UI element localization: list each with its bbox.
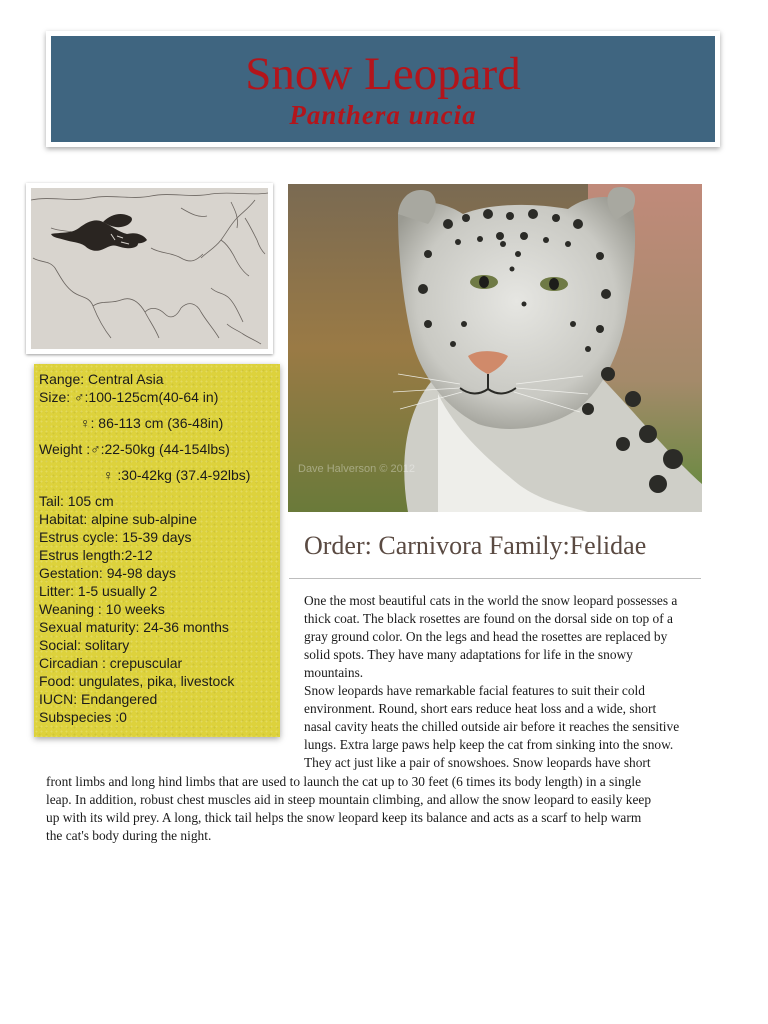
fact-habitat: Habitat: alpine sub-alpine [39, 511, 197, 527]
divider [289, 578, 701, 579]
fact-iucn: IUCN: Endangered [39, 691, 158, 707]
body-line: They act just like a pair of snowshoes. Snow leopards have short [304, 755, 651, 770]
body-line: environment. Round, short ears reduce heat loss and a wide, short [304, 701, 657, 716]
fact-estrus-length: Estrus length:2-12 [39, 547, 153, 563]
title-banner-inner [51, 36, 715, 142]
fact-weaning: Weaning : 10 weeks [39, 601, 165, 617]
fact-weight-male: Weight :♂:22-50kg (44-154lbs) [39, 441, 230, 457]
order-family-heading: Order: Carnivora Family:Felidae [304, 531, 647, 560]
facts-panel [34, 364, 280, 737]
body-line: front limbs and long hind limbs that are used to launch the cat up to 30 feet (6 times its body length) in a single [46, 774, 642, 789]
body-line: up with its wild prey. A long, thick tail helps the snow leopard keep its balance and acts as a scarf to help warm [46, 810, 642, 825]
fact-range: Range: Central Asia [39, 371, 164, 387]
fact-weight-female: ♀ :30-42kg (37.4-92lbs) [103, 467, 251, 483]
fact-tail: Tail: 105 cm [39, 493, 114, 509]
fact-gestation: Gestation: 94-98 days [39, 565, 176, 581]
fact-sexual-maturity: Sexual maturity: 24-36 months [39, 619, 229, 635]
body-line: solid spots. They have many adaptations for life in the snowy [304, 647, 633, 662]
range-map-drawing [31, 188, 268, 349]
snow-leopard-illustration [288, 184, 702, 512]
body-line: nasal cavity heats the chilled outside air before it reaches the sensitive [304, 719, 680, 734]
fact-circadian: Circadian : crepuscular [39, 655, 183, 671]
body-line: Snow leopards have remarkable facial features to suit their cold [304, 683, 645, 698]
body-line: leap. In addition, robust chest muscles aid in steep mountain climbing, and allow the snow leopard to easily keep [46, 792, 652, 807]
fact-size-male: Size: ♂:100-125cm(40-64 in) [39, 389, 219, 405]
photo-watermark: Dave Halverson © 2012 [298, 463, 415, 475]
fact-size-female: ♀: 86-113 cm (36-48in) [80, 415, 224, 431]
fact-social: Social: solitary [39, 637, 130, 653]
scientific-name: Panthera uncia [289, 100, 477, 130]
title-banner [46, 31, 720, 147]
body-line: the cat's body during the night. [46, 828, 212, 843]
body-line: thick coat. The black rosettes are found on the dorsal side on top of a [304, 611, 674, 626]
fact-estrus-cycle: Estrus cycle: 15-39 days [39, 529, 192, 545]
range-map [26, 183, 273, 354]
fact-litter: Litter: 1-5 usually 2 [39, 583, 158, 599]
snow-leopard-photo [288, 184, 702, 512]
fact-food: Food: ungulates, pika, livestock [39, 673, 235, 689]
page-title: Snow Leopard [245, 48, 521, 100]
body-line: lungs. Extra large paws help keep the cat from sinking into the snow. [304, 737, 674, 752]
body-line: One the most beautiful cats in the world the snow leopard possesses a [304, 593, 678, 608]
body-line: gray ground color. On the legs and head the rosettes are replaced by [304, 629, 668, 644]
fact-subspecies: Subspecies :0 [39, 709, 127, 725]
body-line: mountains. [304, 665, 364, 680]
